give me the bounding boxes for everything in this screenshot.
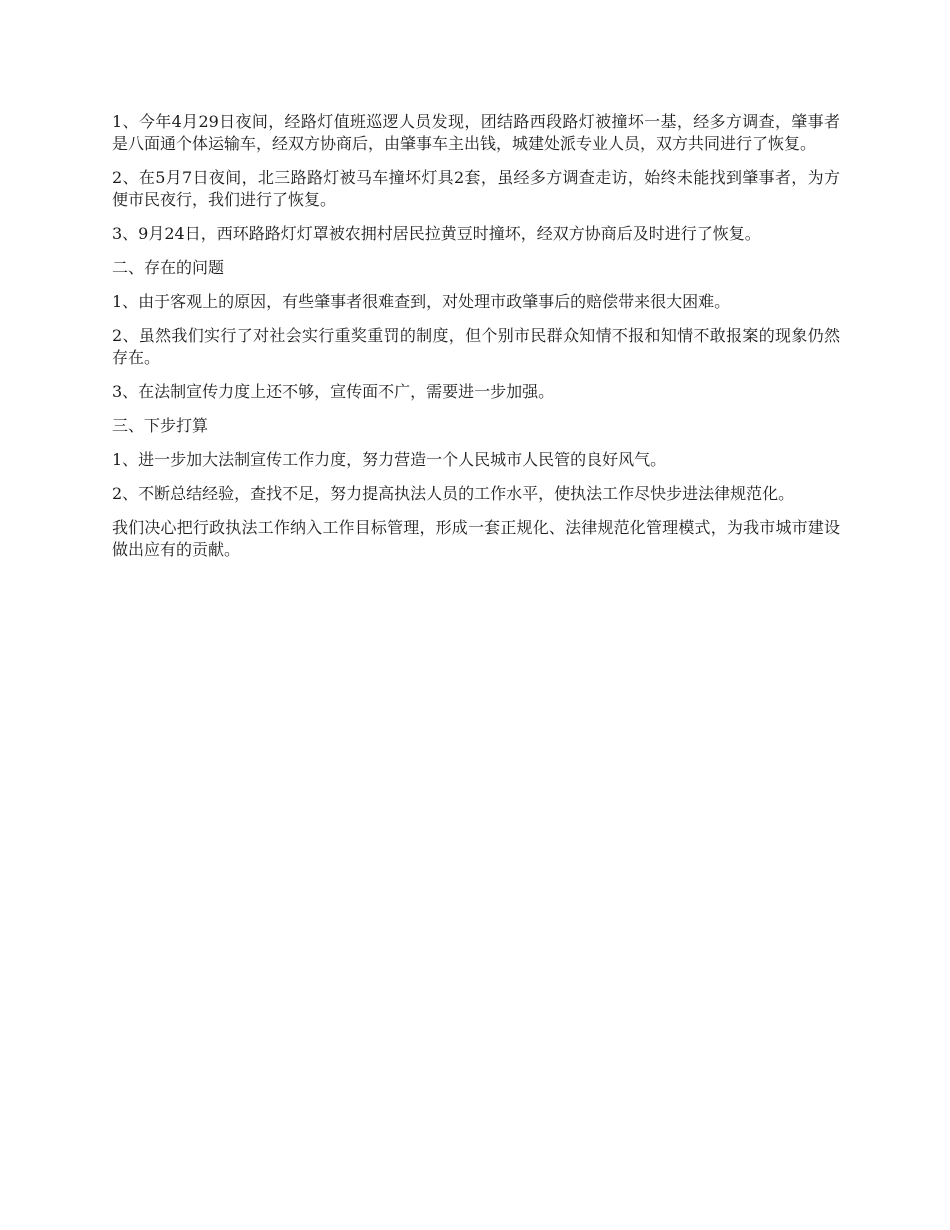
paragraph-problem-1: 1、由于客观上的原因，有些肇事者很难查到，对处理市政肇事后的赔偿带来很大困难。 — [112, 292, 731, 311]
paragraph-problem-2: 2、虽然我们实行了对社会实行重奖重罚的制度，但个别市民群众知情不报和知情不敢报案的现象仍然存在。 — [112, 326, 840, 367]
section-heading-next-steps: 三、下步打算 — [112, 416, 209, 435]
paragraph-incident-2: 2、在5月7日夜间，北三路路灯被马车撞坏灯具2套，虽经多方调查走访，始终未能找到肇事者，为方便市民夜行，我们进行了恢复。 — [112, 168, 840, 209]
paragraph-incident-3: 3、9月24日，西环路路灯灯罩被农拥村居民拉黄豆时撞坏，经双方协商后及时进行了恢复。 — [112, 224, 761, 243]
paragraph-plan-1: 1、进一步加大法制宣传工作力度，努力营造一个人民城市人民管的良好风气。 — [112, 450, 667, 469]
section-heading-problems: 二、存在的问题 — [112, 258, 225, 277]
paragraph-conclusion: 我们决心把行政执法工作纳入工作目标管理，形成一套正规化、法律规范化管理模式，为我市城市建设做出应有的贡献。 — [112, 518, 840, 559]
paragraph-plan-2: 2、不断总结经验，查找不足，努力提高执法人员的工作水平，使执法工作尽快步进法律规范化。 — [112, 484, 795, 503]
paragraph-incident-1: 1、今年4月29日夜间，经路灯值班巡逻人员发现，团结路西段路灯被撞坏一基，经多方调查，肇事者是八面通个体运输车，经双方协商后，由肇事车主出钱，城建处派专业人员，双方共同进行了恢复。 — [112, 112, 840, 153]
document-body — [112, 111, 840, 573]
paragraph-problem-3: 3、在法制宣传力度上还不够，宣传面不广，需要进一步加强。 — [112, 382, 555, 401]
